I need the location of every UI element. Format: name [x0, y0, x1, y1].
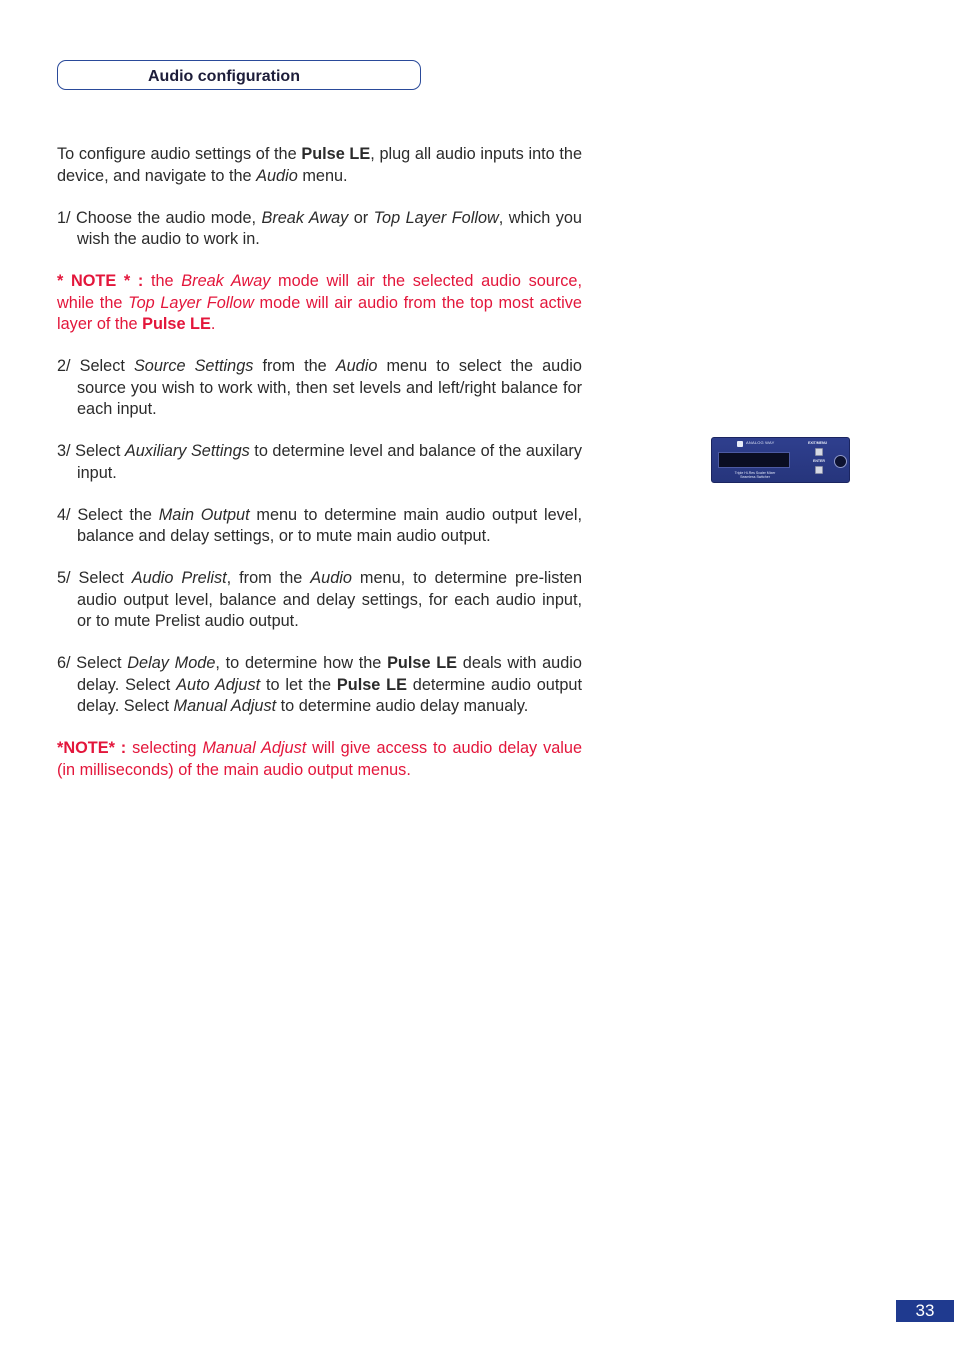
step-6: 6/ Select Delay Mode, to determine how the Pulse LE deals with audio delay. Select Auto Adjust to let the Pulse LE determine audio output delay. Select Manual Adjust to determine audio delay manualy. — [57, 654, 582, 715]
note-2: *NOTE* : selecting Manual Adjust will give access to audio delay value (in milliseconds) of the main audio output menus. — [57, 739, 582, 779]
exit-menu-label: EXIT/MENU — [808, 441, 828, 445]
step-1: 1/ Choose the audio mode, Break Away or Top Layer Follow, which you wish the audio to work in. — [57, 208, 582, 248]
lcd-display — [718, 452, 790, 468]
section-header — [57, 60, 421, 90]
note-1: * NOTE * : the Break Away mode will air the selected audio source, while the Top Layer Follow mode will air audio from the top most active layer of the Pulse LE. — [57, 272, 582, 333]
step-3: 3/ Select Auxiliary Settings to determine level and balance of the auxilary input. — [57, 442, 582, 482]
intro-paragraph: To configure audio settings of the Pulse LE, plug all audio inputs into the device, and navigate to the Audio menu. — [57, 145, 582, 185]
device-brand: ANALOG WAY — [746, 440, 775, 445]
step-4: 4/ Select the Main Output menu to determine main audio output level, balance and delay settings, or to mute main audio output. — [57, 505, 582, 545]
brand-logo-icon — [737, 441, 743, 447]
section-title: Audio configuration — [148, 68, 300, 85]
step-2: 2/ Select Source Settings from the Audio menu to select the audio source you wish to work with, then set levels and left/right balance for each input. — [57, 357, 582, 418]
enter-button — [815, 466, 823, 474]
page-number: 33 — [896, 1300, 954, 1322]
device-model: Triple Hi-Res Scaler Mixer Seamless Switcher — [734, 471, 776, 479]
device-front-panel-image — [711, 437, 850, 483]
step-5: 5/ Select Audio Prelist, from the Audio menu, to determine pre-listen audio output level, balance and delay settings, for each audio input, or to mute Prelist audio output. — [57, 569, 583, 630]
enter-label: ENTER — [813, 459, 825, 463]
exit-menu-button — [815, 448, 823, 456]
rotary-knob-icon — [834, 455, 847, 468]
content-body — [57, 144, 582, 802]
